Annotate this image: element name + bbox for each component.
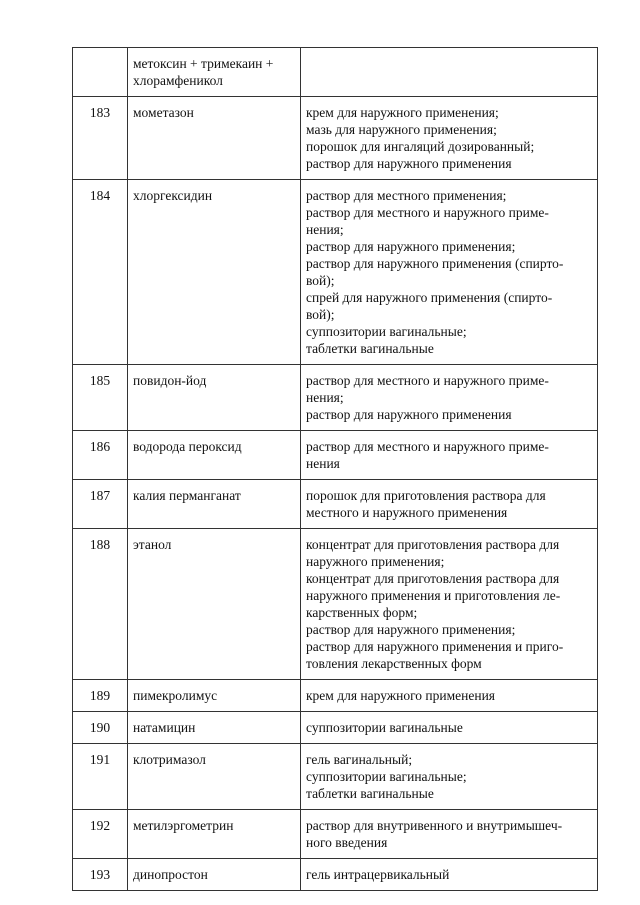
drug-name-line: водорода пероксид — [133, 439, 242, 454]
dosage-forms-cell — [301, 365, 598, 431]
drug-name-cell — [128, 97, 301, 180]
drug-name-line: пимекролимус — [133, 688, 218, 703]
drug-name-line: этанол — [133, 537, 172, 552]
dosage-form-line: суппозитории вагинальные — [306, 720, 463, 735]
drug-table-body — [73, 48, 598, 891]
dosage-form-line: вой); — [306, 307, 335, 322]
drug-name-cell — [128, 48, 301, 97]
dosage-form-line: таблетки вагинальные — [306, 786, 434, 801]
dosage-form-line: раствор для наружного применения — [306, 156, 512, 171]
drug-name-line: калия перманганат — [133, 488, 241, 503]
drug-name-cell — [128, 712, 301, 744]
dosage-form-line: местного и наружного применения — [306, 505, 508, 520]
table-row — [73, 680, 598, 712]
dosage-form-line: раствор для наружного применения — [306, 407, 512, 422]
table-row — [73, 431, 598, 480]
dosage-form-line: наружного применения; — [306, 554, 445, 569]
drug-name-cell — [128, 810, 301, 859]
dosage-form-line: суппозитории вагинальные; — [306, 769, 467, 784]
row-number — [73, 48, 128, 97]
dosage-form-line: гель вагинальный; — [306, 752, 413, 767]
dosage-form-line: крем для наружного применения; — [306, 105, 499, 120]
drug-name-cell — [128, 180, 301, 365]
dosage-form-line: концентрат для приготовления раствора для — [306, 537, 560, 552]
table-row — [73, 480, 598, 529]
drug-name-line: натамицин — [133, 720, 196, 735]
dosage-form-line: порошок для ингаляций дозированный; — [306, 139, 535, 154]
dosage-form-line: нения — [306, 456, 340, 471]
drug-name-cell — [128, 480, 301, 529]
drug-name-line: хлорамфеникол — [133, 73, 223, 88]
row-number: 190 — [73, 712, 128, 744]
dosage-form-line: раствор для наружного применения и приго- — [306, 639, 564, 654]
drug-name-line: метилэргометрин — [133, 818, 234, 833]
dosage-forms-cell — [301, 431, 598, 480]
dosage-form-line: ного введения — [306, 835, 388, 850]
drug-name-cell — [128, 529, 301, 680]
dosage-form-line: товления лекарственных форм — [306, 656, 482, 671]
dosage-forms-cell — [301, 180, 598, 365]
drug-table — [72, 47, 598, 891]
drug-name-line: хлоргексидин — [133, 188, 213, 203]
dosage-form-line: наружного применения и приготовления ле- — [306, 588, 561, 603]
table-row — [73, 97, 598, 180]
dosage-forms-cell — [301, 680, 598, 712]
row-number: 186 — [73, 431, 128, 480]
dosage-forms-cell — [301, 744, 598, 810]
dosage-form-line: концентрат для приготовления раствора для — [306, 571, 560, 586]
drug-name-cell — [128, 431, 301, 480]
row-number: 191 — [73, 744, 128, 810]
dosage-form-line: мазь для наружного применения; — [306, 122, 497, 137]
dosage-form-line: вой); — [306, 273, 335, 288]
dosage-forms-cell — [301, 859, 598, 891]
row-number: 187 — [73, 480, 128, 529]
dosage-forms-cell — [301, 529, 598, 680]
drug-name-line: повидон-йод — [133, 373, 207, 388]
dosage-forms-cell — [301, 97, 598, 180]
table-row — [73, 529, 598, 680]
dosage-form-line: карственных форм; — [306, 605, 418, 620]
dosage-form-line: нения; — [306, 222, 344, 237]
dosage-form-line: раствор для наружного применения; — [306, 239, 516, 254]
drug-name-cell — [128, 744, 301, 810]
dosage-form-line: таблетки вагинальные — [306, 341, 434, 356]
dosage-form-line: гель интрацервикальный — [306, 867, 450, 882]
row-number: 193 — [73, 859, 128, 891]
dosage-form-line: крем для наружного применения — [306, 688, 496, 703]
row-number: 185 — [73, 365, 128, 431]
row-number: 189 — [73, 680, 128, 712]
row-number: 183 — [73, 97, 128, 180]
dosage-form-line: раствор для местного и наружного приме- — [306, 205, 549, 220]
table-row — [73, 810, 598, 859]
row-number: 192 — [73, 810, 128, 859]
drug-name-line: клотримазол — [133, 752, 206, 767]
dosage-form-line: суппозитории вагинальные; — [306, 324, 467, 339]
table-row — [73, 180, 598, 365]
drug-name-line: метоксин + тримекаин + — [133, 56, 274, 71]
drug-name-line: мометазон — [133, 105, 194, 120]
dosage-form-line: раствор для наружного применения; — [306, 622, 516, 637]
drug-name-cell — [128, 859, 301, 891]
table-row — [73, 859, 598, 891]
dosage-forms-cell — [301, 480, 598, 529]
row-number: 184 — [73, 180, 128, 365]
table-row — [73, 712, 598, 744]
dosage-forms-cell — [301, 48, 598, 97]
dosage-form-line: раствор для местного и наружного приме- — [306, 439, 549, 454]
drug-name-line: динопростон — [133, 867, 208, 882]
dosage-form-line: порошок для приготовления раствора для — [306, 488, 546, 503]
dosage-forms-cell — [301, 712, 598, 744]
dosage-form-line: раствор для наружного применения (спирто- — [306, 256, 564, 271]
table-row — [73, 365, 598, 431]
row-number: 188 — [73, 529, 128, 680]
drug-name-cell — [128, 365, 301, 431]
dosage-form-line: раствор для внутривенного и внутримышеч- — [306, 818, 563, 833]
dosage-form-line: нения; — [306, 390, 344, 405]
dosage-form-line: спрей для наружного применения (спирто- — [306, 290, 553, 305]
drug-name-cell — [128, 680, 301, 712]
dosage-form-line: раствор для местного и наружного приме- — [306, 373, 549, 388]
table-row — [73, 744, 598, 810]
dosage-forms-cell — [301, 810, 598, 859]
table-row — [73, 48, 598, 97]
dosage-form-line: раствор для местного применения; — [306, 188, 507, 203]
